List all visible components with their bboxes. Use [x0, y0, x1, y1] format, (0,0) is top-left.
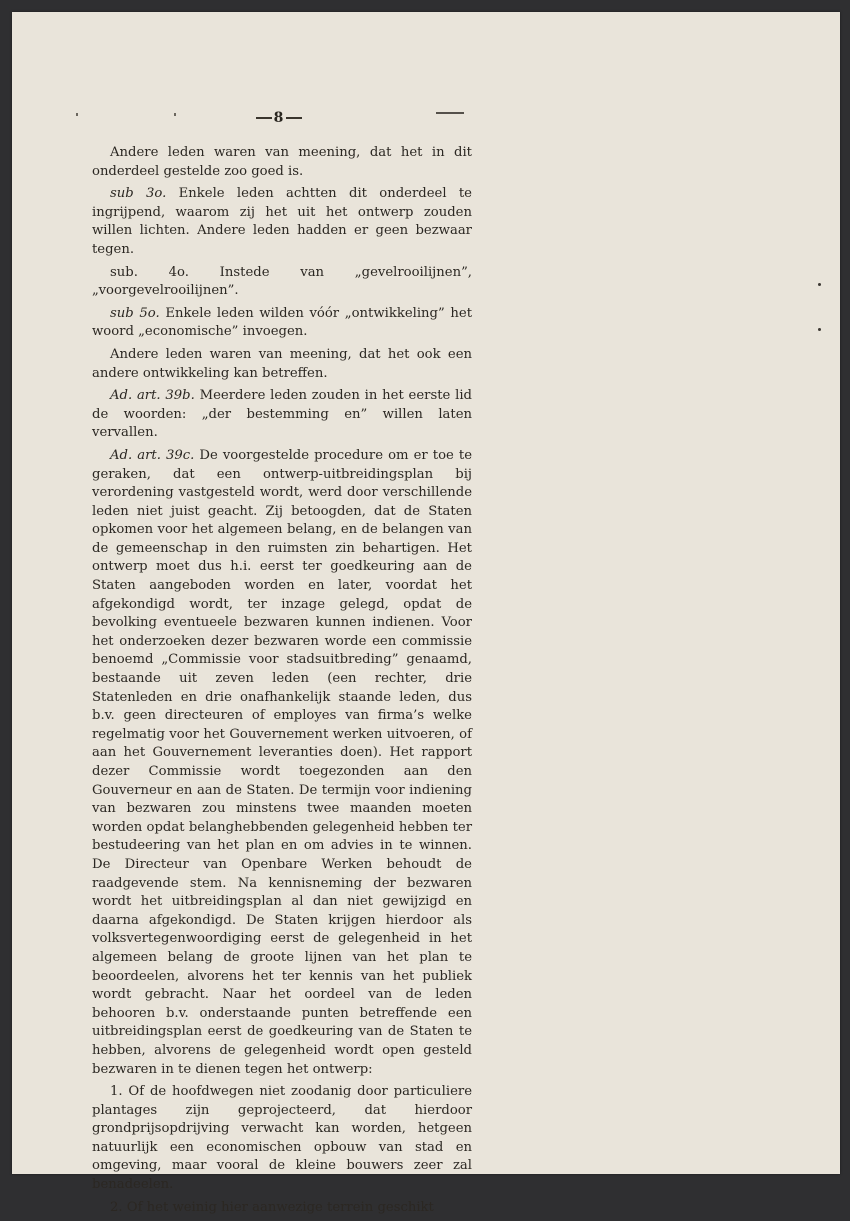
paragraph: sub 5o. Enkele leden wilden vóór „ontwikkeling” het woord „economische” invoegen. — [92, 305, 472, 340]
list-item: 1. Of de hoofdwegen niet zoodanig door particuliere plantages zijn geprojecteerd, dat hierdoor grondprijsopdrijving verwacht kan worden, hetgeen natuurlijk een economischen opbouw van stad en omgeving, maar vooral de kleine bouwers zeer zal benadeelen. — [92, 1084, 472, 1193]
speck — [818, 283, 821, 286]
page-number: 8 — [250, 110, 308, 126]
paragraph: Andere leden waren van meening, dat het ook een andere ontwikkeling kan betreffen. — [92, 346, 472, 381]
document-page — [12, 12, 840, 1215]
print-mark — [76, 113, 78, 116]
print-mark — [174, 113, 176, 116]
paragraph: sub. 4o. Instede van „gevelrooilijnen”, „voorgevelrooilijnen”. — [92, 264, 472, 299]
paragraph: Andere leden waren van meening, dat het in dit onderdeel gestelde zoo goed is. — [92, 145, 472, 179]
paragraph: sub 3o. Enkele leden achtten dit onderdeel te ingrijpend, waarom zij het uit het ontwerp zouden willen lichten. Andere leden hadden er geen bezwaar tegen. — [92, 186, 472, 257]
paragraph: Ad. art. 39c. De voorgestelde procedure om er toe te geraken, dat een ontwerp-uitbreidingsplan bij verordening vastgesteld wordt, werd door verschillende leden niet juist geacht. Zij betoogden, dat de Staten opkomen voor het algemeen belang, en de belangen van de gemeenschap in den ruimsten zin behartigen. Het ontwerp moet dus h.i. eerst ter goedkeuring aan de Staten aangeboden worden en later, voordat het afgekondigd wordt, ter inzage gelegd, opdat de bevolking eventueele bezwaren kunnen indienen. Voor het onderzoeken dezer bezwaren worde een commissie benoemd „Commissie voor stadsuitbreding” genaamd, bestaande uit zeven leden (een rechter, drie Statenleden en drie onafhankelijk staande leden, dus b.v. geen directeuren of employes van firma’s welke regelmatig voor het Gouvernement werken uitvoeren, of aan het Gouvernement leveranties doen). Het rapport dezer Commissie wordt toegezonden aan den Gouverneur en aan de Staten. De termijn voor indiening van bezwaren zou minstens twee maanden moeten worden opdat belanghebbenden gelegenheid hebben ter bestudeering van het plan en om advies in te winnen. De Directeur van Openbare Werken behoudt de raadgevende stem. Na kennisneming der bezwaren wordt het uitbreidingsplan al dan niet gewijzigd en daarna afgekondigd. De Staten krijgen hierdoor als volksvertegenwoordiging eerst de gelegenheid in het algemeen belang de groote lijnen van het plan te beoordeelen, alvorens het ter kennis van het publiek wordt gebracht. Naar het oordeel van de leden behooren b.v. onderstaande punten betreffende een uitbreidingsplan eerst de goedkeuring van de Staten te hebben, alvorens de gelegenheid wordt open gesteld bezwaren in te dienen tegen het ontwerp: — [92, 447, 472, 1077]
speck — [818, 328, 821, 331]
body-text — [92, 144, 472, 1221]
print-mark — [436, 112, 464, 114]
paragraph: Ad. art. 39b. Meerdere leden zouden in het eerste lid de woorden: „der bestemming en” willen laten vervallen. — [92, 388, 472, 441]
list-item: 2. Of het weinig hier aanwezige terrein geschikt — [110, 1199, 434, 1215]
